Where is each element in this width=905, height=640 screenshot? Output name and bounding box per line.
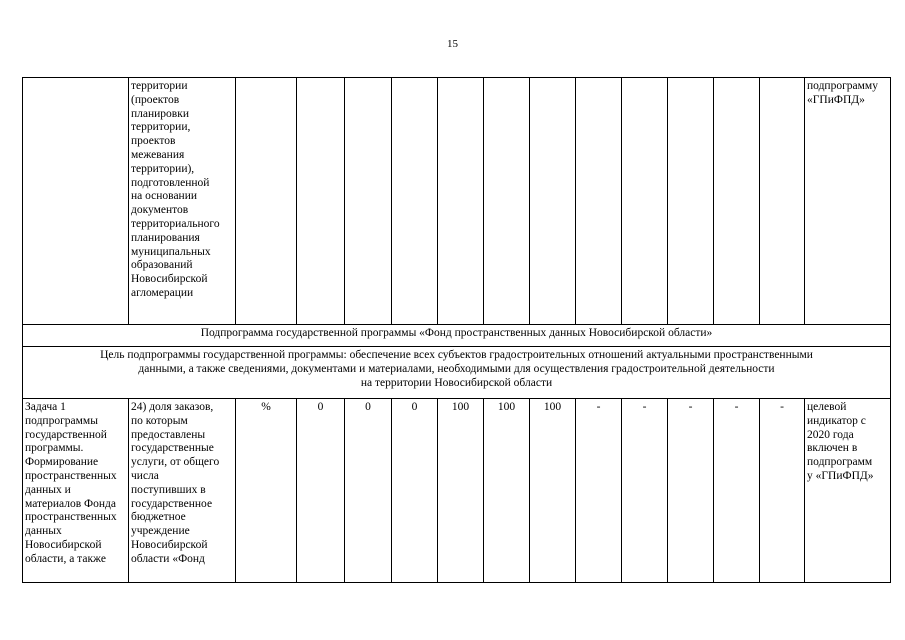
table-row <box>23 78 891 325</box>
value-cell <box>668 78 714 325</box>
note-cell: подпрограмму «ГПиФПД» <box>805 78 891 325</box>
table-row <box>23 399 891 583</box>
value-cell: 0 <box>345 399 392 583</box>
subprogram-goal: Цель подпрограммы государственной программы: обеспечение всех субъектов градостроительных отношений актуальными пространственными данными, а также сведениями, документами и материалами, необходимыми для осуществления градостроительной деятельности на территории Новосибирской области <box>23 347 891 399</box>
value-cell: 100 <box>530 399 576 583</box>
value-cell: 0 <box>392 399 438 583</box>
page-number: 15 <box>447 38 458 50</box>
value-cell <box>345 78 392 325</box>
value-cell: 0 <box>297 399 345 583</box>
table-row <box>23 347 891 399</box>
value-cell: - <box>668 399 714 583</box>
value-cell <box>714 78 760 325</box>
indicator-cell: территории (проектов планировки территории, проектов межевания территории), подготовленной на основании документов территориального планирования муниципальных образований Новосибирской агломерации <box>129 78 236 325</box>
table-row <box>23 325 891 347</box>
subprogram-title: Подпрограмма государственной программы «Фонд пространственных данных Новосибирской области» <box>23 325 891 347</box>
value-cell <box>297 78 345 325</box>
value-cell <box>760 78 805 325</box>
value-cell <box>438 78 484 325</box>
value-cell: 100 <box>438 399 484 583</box>
task-cell: Задача 1 подпрограммы государственной программы. Формирование пространственных данных и материалов Фонда пространственных данных Новосибирской области, а также <box>23 399 129 583</box>
task-cell <box>23 78 129 325</box>
unit-cell <box>236 78 297 325</box>
value-cell: - <box>576 399 622 583</box>
value-cell: - <box>714 399 760 583</box>
value-cell <box>576 78 622 325</box>
value-cell <box>530 78 576 325</box>
value-cell: 100 <box>484 399 530 583</box>
indicators-table <box>22 77 891 583</box>
value-cell <box>484 78 530 325</box>
unit-cell: % <box>236 399 297 583</box>
note-cell: целевой индикатор с 2020 года включен в подпрограмм у «ГПиФПД» <box>805 399 891 583</box>
value-cell <box>392 78 438 325</box>
value-cell: - <box>760 399 805 583</box>
value-cell: - <box>622 399 668 583</box>
value-cell <box>622 78 668 325</box>
indicator-cell: 24) доля заказов, по которым предоставлены государственные услуги, от общего числа поступивших в государственное бюджетное учреждение Новосибирской области «Фонд <box>129 399 236 583</box>
